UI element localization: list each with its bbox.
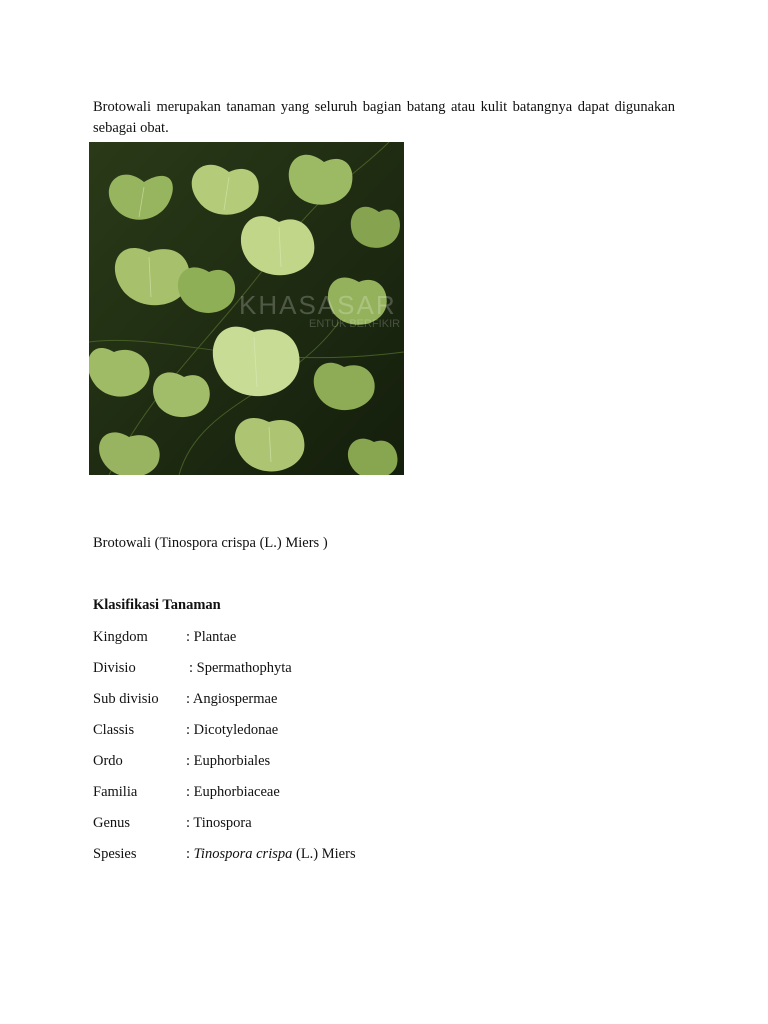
- row-value: : Angiospermae: [186, 691, 278, 707]
- row-label: Familia: [93, 784, 138, 800]
- row-value-species: [186, 844, 356, 864]
- row-label: Ordo: [93, 753, 123, 769]
- species-binomial: Tinospora crispa: [193, 846, 293, 862]
- leaf: [348, 439, 398, 475]
- row-label: Divisio: [93, 660, 136, 676]
- row-label: Spesies: [93, 846, 137, 862]
- row-value: : Euphorbiaceae: [186, 784, 280, 800]
- photo-watermark-subtitle: ENTUK BERFIKIR: [309, 318, 401, 330]
- photo-caption: Brotowali (Tinospora crispa (L.) Miers ): [93, 535, 328, 551]
- classification-title: Klasifikasi Tanaman: [93, 597, 221, 613]
- intro-paragraph: Brotowali merupakan tanaman yang seluruh bagian batang atau kulit batangnya dapat digunakan sebagai obat.: [93, 99, 675, 136]
- row-value: : Spermathophyta: [189, 660, 292, 676]
- row-value: : Dicotyledonae: [186, 722, 279, 738]
- species-authority: (L.) Miers: [292, 846, 356, 862]
- photo-watermark: KHASASAR: [239, 290, 397, 320]
- row-label: Genus: [93, 815, 131, 831]
- row-value: : Tinospora: [186, 815, 252, 831]
- species-colon: :: [186, 846, 194, 862]
- row-label: Classis: [93, 722, 135, 738]
- brotowali-plant-photo: [89, 142, 404, 475]
- row-label: Kingdom: [93, 629, 148, 645]
- row-value: : Euphorbiales: [186, 753, 271, 769]
- row-value: : Plantae: [186, 629, 237, 645]
- row-label: Sub divisio: [93, 691, 159, 707]
